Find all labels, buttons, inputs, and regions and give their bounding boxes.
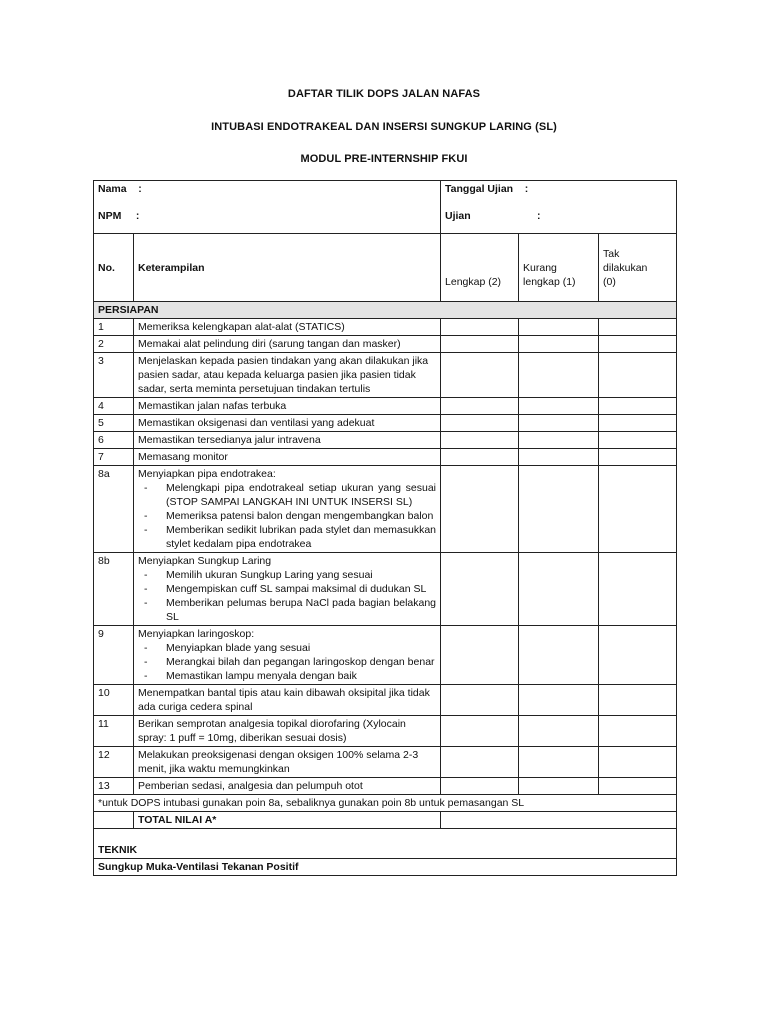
row-number: 2 [94,336,134,353]
row-number: 3 [94,353,134,398]
column-header-row [94,234,677,302]
row-text: Memastikan oksigenasi dan ventilasi yang adekuat [134,415,441,432]
score-cell [519,353,599,398]
sub-item-text: Memastikan lampu menyala dengan baik [166,670,357,682]
col-tak-line1: Tak [603,248,620,260]
table-row-8b [94,553,677,626]
dash-bullet: - [144,510,148,522]
npm-field: NPM : [98,210,140,222]
score-cell [599,778,677,795]
subsection-title: Sungkup Muka-Ventilasi Tekanan Positif [94,859,677,876]
score-cell [441,466,519,553]
table-row [94,319,677,336]
score-cell [519,685,599,716]
row-number: 9 [94,626,134,685]
section-title: TEKNIK [94,829,677,859]
table-row [94,778,677,795]
table-row-8a [94,466,677,553]
row-text: Memakai alat pelindung diri (sarung tangan dan masker) [134,336,441,353]
row-intro: Menyiapkan pipa endotrakea: [138,468,276,480]
col-kurang-header [519,234,599,302]
score-cell [519,432,599,449]
score-cell [519,626,599,685]
table-row [94,415,677,432]
score-cell [599,432,677,449]
row-number: 7 [94,449,134,466]
ujian-field [445,209,672,223]
col-kurang-line2: lengkap (1) [523,276,576,288]
footnote: *untuk DOPS intubasi gunakan poin 8a, sebaliknya gunakan poin 8b untuk pemasangan SL [94,795,677,812]
score-cell [519,398,599,415]
dash-bullet: - [144,482,148,494]
score-cell [519,466,599,553]
row-number: 11 [94,716,134,747]
score-cell [599,626,677,685]
table-row [94,716,677,747]
sub-item-text: Memeriksa patensi balon dengan mengembangkan balon [166,510,434,522]
ujian-colon: : [537,210,541,222]
score-cell [519,747,599,778]
score-cell [599,449,677,466]
sub-item-text: Melengkapi pipa endotrakeal setiap ukuran yang sesuai (STOP SAMPAI LANGKAH INI UNTUK INSERSI SL) [166,482,437,508]
row-number: 5 [94,415,134,432]
score-cell [519,449,599,466]
note-row [94,795,677,812]
score-cell [519,415,599,432]
score-cell [599,747,677,778]
score-cell [519,716,599,747]
section-title: PERSIAPAN [94,302,677,319]
section-row-teknik [94,829,677,859]
sub-item-text: Memberikan pelumas berupa NaCl pada bagian belakang SL [166,597,437,623]
sub-item [138,523,436,551]
dash-bullet: - [144,583,148,595]
row-number: 13 [94,778,134,795]
score-cell [441,716,519,747]
score-cell [599,415,677,432]
sub-item-text: Memberikan sedikit lubrikan pada stylet dan memasukkan stylet kedalam pipa endotrakea [166,524,437,550]
sub-item [138,641,436,655]
score-cell [441,553,519,626]
dash-bullet: - [144,656,148,668]
table-row [94,353,677,398]
col-tak-line3: (0) [603,276,616,288]
sub-item [138,568,436,582]
row-text: Menempatkan bantal tipis atau kain dibawah oksipital jika tidak ada curiga cedera spinal [134,685,441,716]
score-cell [599,553,677,626]
nama-field: Nama : [98,183,142,195]
score-cell [441,415,519,432]
row-number: 6 [94,432,134,449]
dash-bullet: - [144,569,148,581]
score-cell [519,778,599,795]
identity-row [94,181,677,234]
score-cell [441,398,519,415]
score-cell [441,319,519,336]
sub-item [138,582,436,596]
sub-item-text: Memilih ukuran Sungkup Laring yang sesuai [166,569,373,581]
sub-item [138,509,436,523]
dash-bullet: - [144,642,148,654]
table-row [94,747,677,778]
checklist-table [93,180,677,876]
dash-bullet: - [144,597,148,609]
score-cell [441,449,519,466]
total-score-cell [441,812,677,829]
sub-item-text: Merangkai bilah dan pegangan laringoskop dengan benar [166,656,435,668]
row-text: Melakukan preoksigenasi dengan oksigen 100% selama 2-3 menit, jika waktu memungkinkan [134,747,441,778]
col-kurang-line1: Kurang [523,262,557,274]
table-row [94,685,677,716]
col-no-header: No. [94,234,134,302]
row-text: Memasang monitor [134,449,441,466]
section-row-persiapan [94,302,677,319]
table-row [94,336,677,353]
sub-item-text: Menyiapkan blade yang sesuai [166,642,311,654]
score-cell [599,353,677,398]
score-cell [599,336,677,353]
row-intro: Menyiapkan Sungkup Laring [138,555,272,567]
score-cell [599,466,677,553]
col-tak-line2: dilakukan [603,262,648,274]
score-cell [599,398,677,415]
row-number: 8a [94,466,134,553]
row-intro: Menyiapkan laringoskop: [138,628,255,640]
identity-right [441,181,677,234]
score-cell [441,353,519,398]
total-label: TOTAL NILAI A* [134,812,441,829]
row-number: 1 [94,319,134,336]
row-number: 4 [94,398,134,415]
sub-item [138,481,436,509]
ujian-label: Ujian [445,210,471,222]
row-text: Menjelaskan kepada pasien tindakan yang akan dilakukan jika pasien sadar, atau kepada keluarga pasien jika pasien tidak sadar, serta meminta persetujuan tindakan tertulis [134,353,441,398]
row-text: Pemberian sedasi, analgesia dan pelumpuh otot [134,778,441,795]
col-skill-header: Keterampilan [134,234,441,302]
row-number: 12 [94,747,134,778]
score-cell [519,336,599,353]
sub-item [138,655,436,669]
score-cell [441,626,519,685]
total-empty-cell [94,812,134,829]
module-title: MODUL PRE-INTERNSHIP FKUI [300,153,468,165]
score-cell [441,685,519,716]
sub-item-text: Mengempiskan cuff SL sampai maksimal di dudukan SL [166,583,427,595]
sub-item [138,596,436,624]
row-text: Memeriksa kelengkapan alat-alat (STATICS) [134,319,441,336]
document-subtitle: INTUBASI ENDOTRAKEAL DAN INSERSI SUNGKUP LARING (SL) [211,121,557,133]
row-text [134,626,441,685]
tanggal-ujian-field: Tanggal Ujian : [445,183,529,195]
score-cell [519,319,599,336]
score-cell [599,716,677,747]
subsection-row [94,859,677,876]
table-row [94,449,677,466]
dash-bullet: - [144,670,148,682]
score-cell [441,778,519,795]
table-row [94,432,677,449]
score-cell [599,319,677,336]
row-number: 10 [94,685,134,716]
col-lengkap-header: Lengkap (2) [441,234,519,302]
row-text [134,466,441,553]
dash-bullet: - [144,524,148,536]
row-text [134,553,441,626]
sub-item [138,669,436,683]
table-row-9 [94,626,677,685]
row-text: Memastikan tersedianya jalur intravena [134,432,441,449]
col-tak-header [599,234,677,302]
row-text: Berikan semprotan analgesia topikal diorofaring (Xylocain spray: 1 puff = 10mg, diberikan sesuai dosis) [134,716,441,747]
score-cell [441,747,519,778]
row-number: 8b [94,553,134,626]
table-row [94,398,677,415]
row-text: Memastikan jalan nafas terbuka [134,398,441,415]
score-cell [519,553,599,626]
document-title: DAFTAR TILIK DOPS JALAN NAFAS [287,88,481,100]
total-row [94,812,677,829]
identity-left [94,181,441,234]
score-cell [441,432,519,449]
score-cell [599,685,677,716]
score-cell [441,336,519,353]
